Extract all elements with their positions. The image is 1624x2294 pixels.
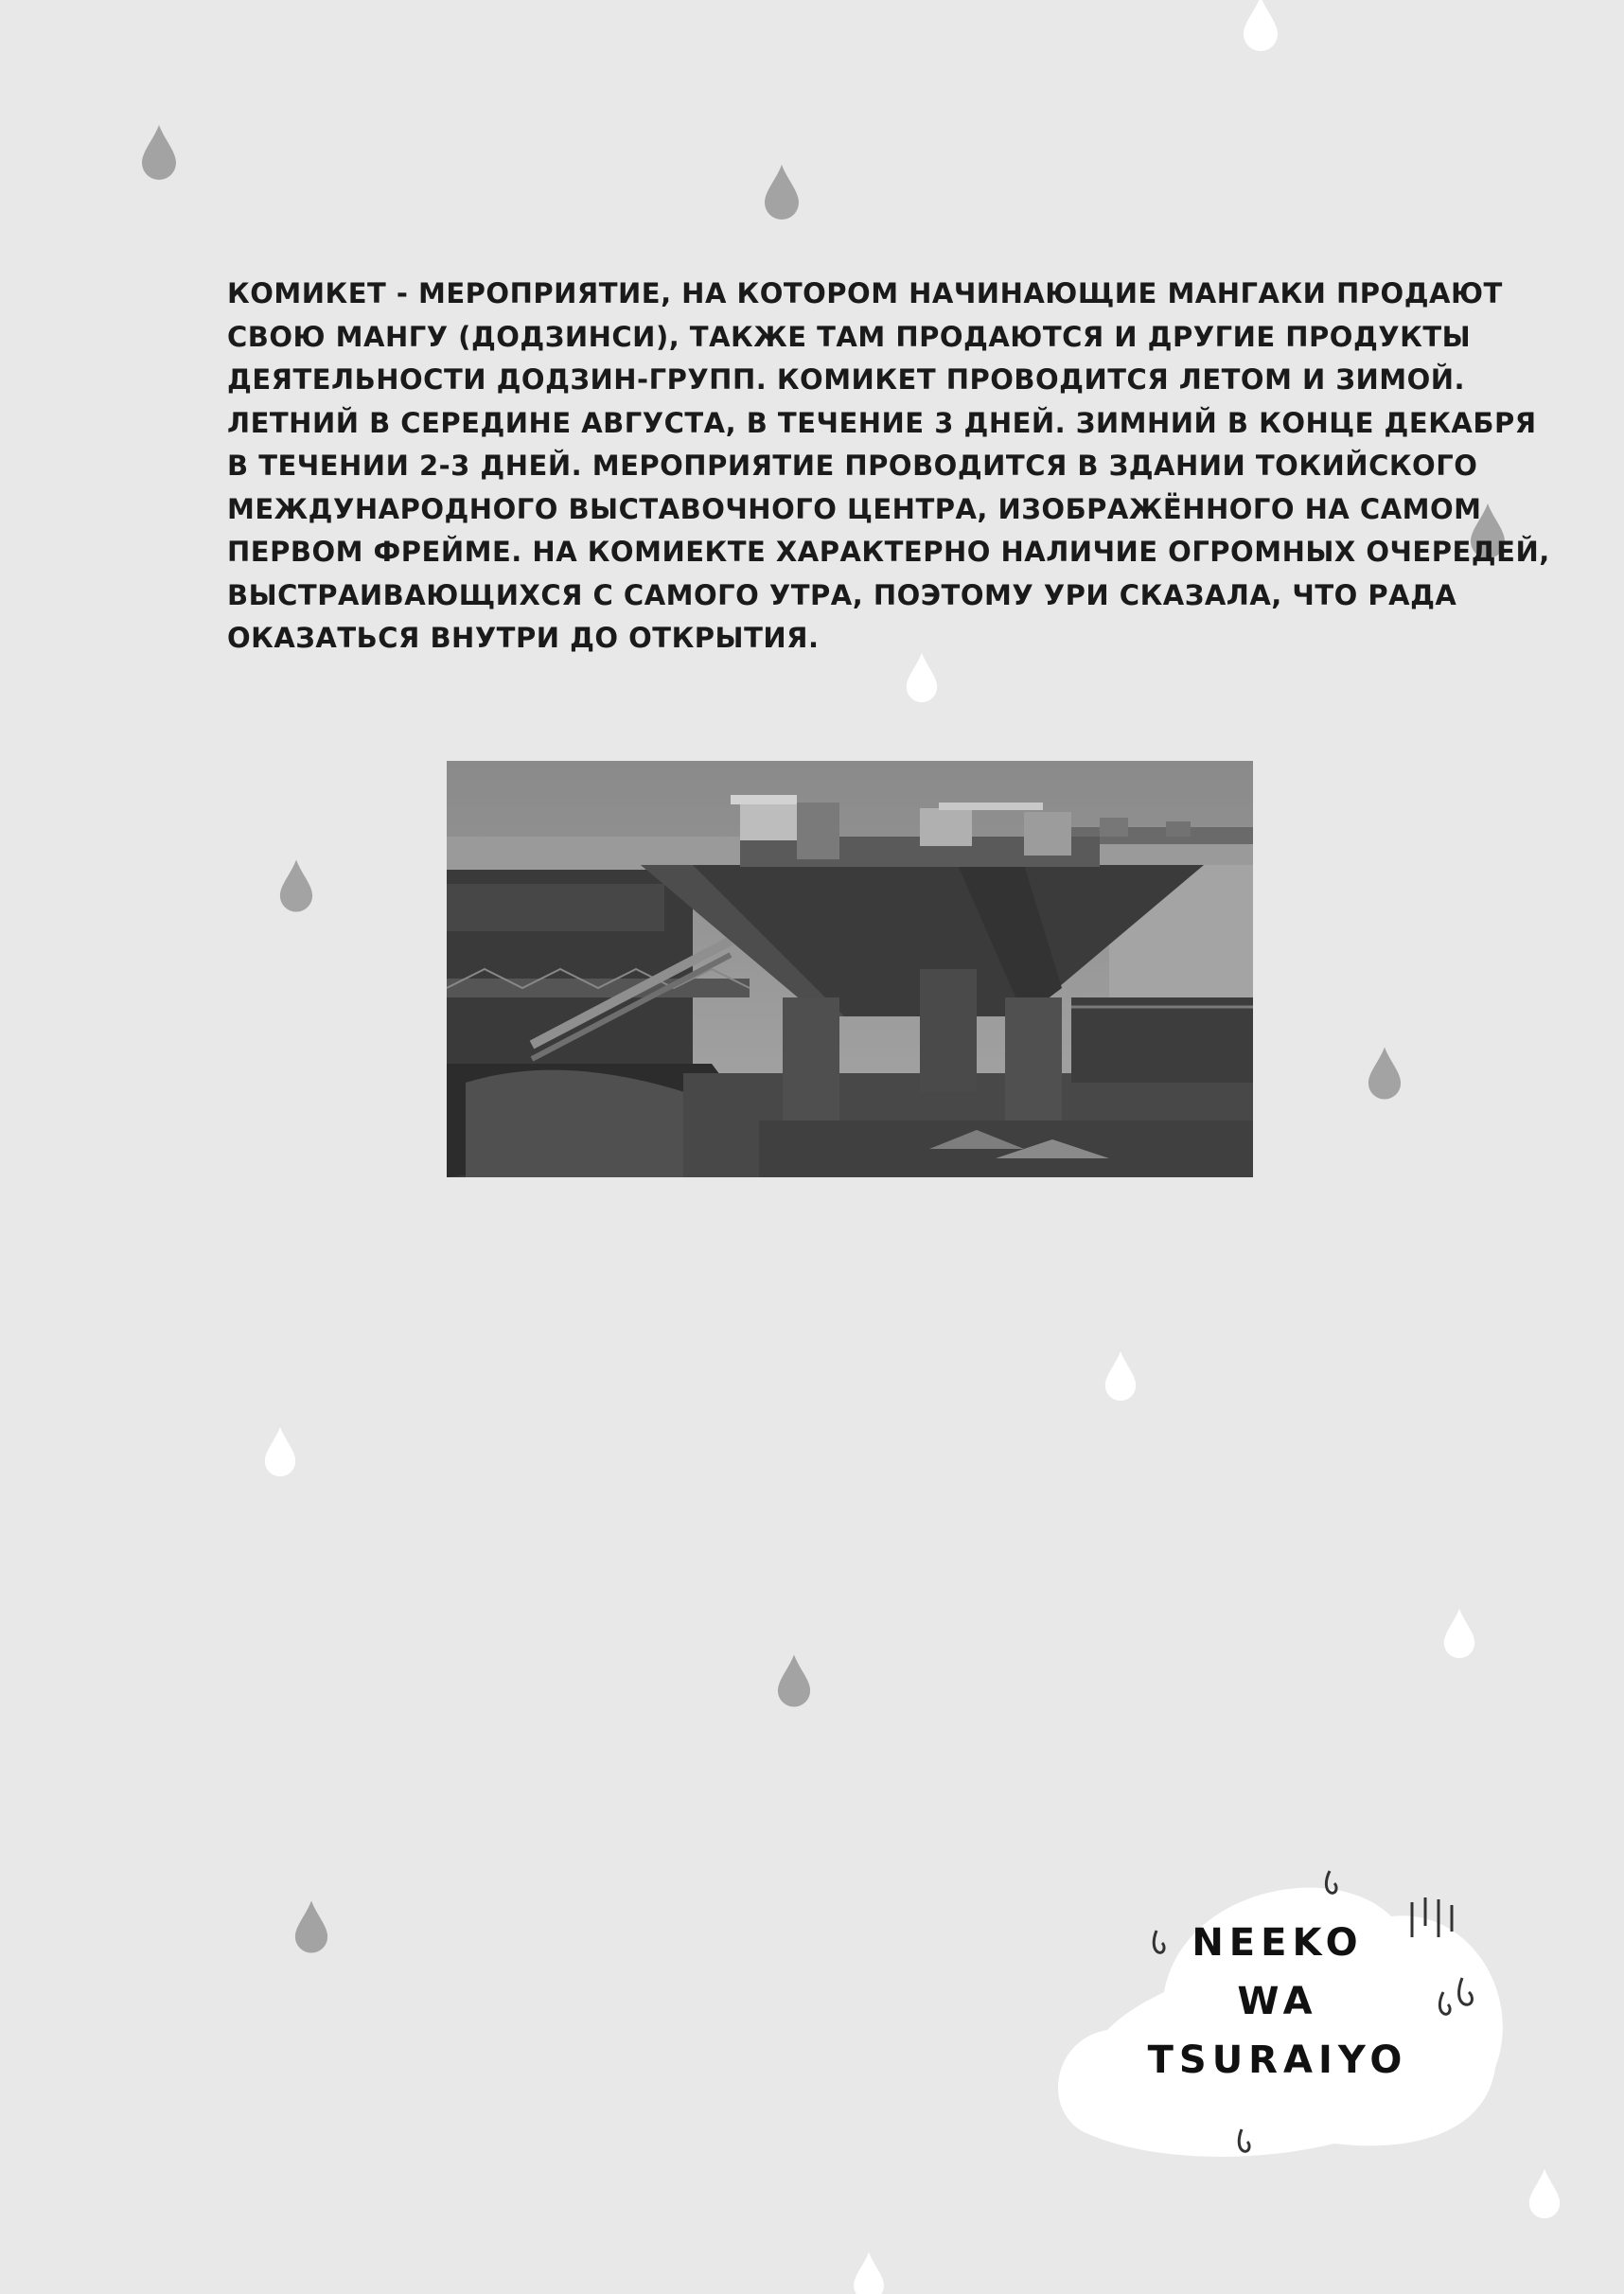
raindrop-icon xyxy=(140,123,178,182)
raindrop-icon xyxy=(293,1898,329,1955)
raindrop-icon xyxy=(776,1652,812,1709)
raindrop-icon xyxy=(763,163,801,221)
note-line: КОМИКЕТ - МЕРОПРИЯТИЕ, НА КОТОРОМ НАЧИНАЮЩИЕ МАНГАКИ ПРОДАЮТ xyxy=(227,277,1503,309)
raindrop-icon xyxy=(1242,0,1280,53)
raindrop-icon xyxy=(1527,2167,1562,2220)
raindrop-icon xyxy=(1442,1607,1476,1660)
note-line: В ТЕЧЕНИИ 2-3 ДНЕЙ. МЕРОПРИЯТИЕ ПРОВОДИТСЯ В ЗДАНИИ ТОКИЙСКОГО xyxy=(227,450,1478,482)
raindrop-icon xyxy=(1367,1045,1403,1102)
raindrop-icon xyxy=(852,2250,886,2294)
translator-note xyxy=(227,273,1550,661)
note-line: ЛЕТНИЙ В СЕРЕДИНЕ АВГУСТА, В ТЕЧЕНИЕ 3 ДНЕЙ. ЗИМНИЙ В КОНЦЕ ДЕКАБРЯ xyxy=(227,406,1537,439)
raindrop-icon xyxy=(1103,1350,1138,1403)
note-line: МЕЖДУНАРОДНОГО ВЫСТАВОЧНОГО ЦЕНТРА, ИЗОБРАЖЁННОГО НА САМОМ xyxy=(227,492,1482,525)
raindrop-icon xyxy=(278,857,314,914)
logo-line-1: NEEKO xyxy=(1192,1921,1364,1965)
note-line: ДЕЯТЕЛЬНОСТИ ДОДЗИН-ГРУПП. КОМИКЕТ ПРОВОДИТСЯ ЛЕТОМ И ЗИМОЙ. xyxy=(227,363,1466,396)
note-line: ОКАЗАТЬСЯ ВНУТРИ ДО ОТКРЫТИЯ. xyxy=(227,622,820,654)
note-line: ВЫСТРАИВАЮЩИХСЯ С САМОГО УТРА, ПОЭТОМУ УРИ СКАЗАЛА, ЧТО РАДА xyxy=(227,578,1457,611)
raindrop-icon xyxy=(263,1425,297,1478)
exhibition-center-photo xyxy=(447,761,1253,1177)
logo-line-3: TSURAIYO xyxy=(1147,2038,1408,2082)
logo-line-2: WA xyxy=(1237,1980,1318,2023)
note-line: СВОЮ МАНГУ (ДОДЗИНСИ), ТАКЖЕ ТАМ ПРОДАЮТСЯ И ДРУГИЕ ПРОДУКТЫ xyxy=(227,320,1472,353)
note-line: ПЕРВОМ ФРЕЙМЕ. НА КОМИЕКТЕ ХАРАКТЕРНО НАЛИЧИЕ ОГРОМНЫХ ОЧЕРЕДЕЙ, xyxy=(227,536,1550,568)
